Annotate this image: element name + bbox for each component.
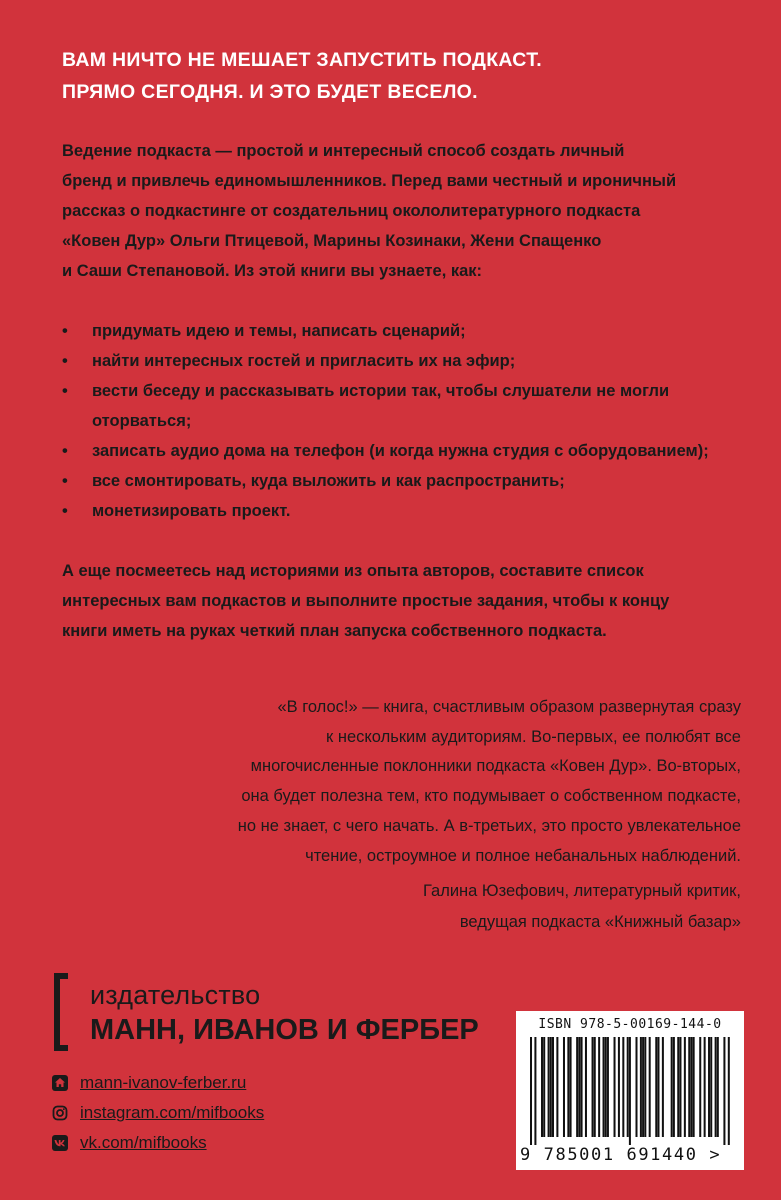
bullet-marker: • bbox=[62, 502, 68, 520]
bullet-marker: • bbox=[62, 472, 68, 490]
list-item bbox=[62, 316, 742, 346]
attribution-line: ведущая подкаста «Книжный базар» bbox=[459, 913, 741, 931]
barcode-bar bbox=[704, 1037, 706, 1137]
vk-link-text[interactable]: vk.com/mifbooks bbox=[80, 1133, 207, 1152]
publisher-links bbox=[52, 1068, 264, 1158]
list-item bbox=[62, 346, 742, 376]
barcode-bar bbox=[640, 1037, 642, 1137]
publisher-name: МАНН, ИВАНОВ И ФЕРБЕР bbox=[90, 1014, 479, 1046]
outro-line: интересных вам подкастов и выполните простые задания, чтобы к концу bbox=[62, 592, 670, 610]
barcode-bar bbox=[548, 1037, 550, 1137]
list-item-text: вести беседу и рассказывать истории так, чтобы слушатели не могли bbox=[92, 382, 670, 400]
outro-line: А еще посмеетесь над историями из опыта авторов, составите список bbox=[62, 562, 644, 580]
website-link[interactable] bbox=[52, 1068, 264, 1098]
barcode-digits: 9 785001 691440 > bbox=[520, 1145, 722, 1165]
list-item bbox=[62, 436, 742, 466]
outro-line: книги иметь на руках четкий план запуска собственного подкаста. bbox=[62, 622, 607, 640]
isbn-label: ISBN 978-5-00169-144-0 bbox=[538, 1017, 722, 1032]
barcode-bar bbox=[649, 1037, 651, 1137]
bullet-marker: • bbox=[62, 352, 68, 370]
quote-line: чтение, остроумное и полное небанальных наблюдений. bbox=[305, 846, 741, 865]
barcode-bar bbox=[655, 1037, 657, 1137]
vk-icon bbox=[52, 1135, 68, 1151]
barcode-bar bbox=[699, 1037, 701, 1137]
barcode-bar bbox=[723, 1037, 725, 1145]
barcode-bar bbox=[605, 1037, 607, 1137]
barcode-bar bbox=[642, 1037, 644, 1137]
review-quote bbox=[41, 693, 741, 871]
barcode-bar bbox=[662, 1037, 664, 1137]
headline-line: ВАМ НИЧТО НЕ МЕШАЕТ ЗАПУСТИТЬ ПОДКАСТ. bbox=[62, 49, 542, 71]
intro-line: и Саши Степановой. Из этой книги вы узнаете, как: bbox=[62, 262, 483, 280]
quote-line: к нескольким аудиториям. Во-первых, ее полюбят все bbox=[326, 727, 741, 746]
barcode-bar bbox=[570, 1037, 572, 1137]
list-item bbox=[62, 466, 742, 496]
list-item-text: придумать идею и темы, написать сценарий; bbox=[92, 322, 466, 340]
quote-attribution bbox=[141, 876, 741, 938]
bullet-marker: • bbox=[62, 442, 68, 460]
barcode-bar bbox=[679, 1037, 681, 1137]
barcode-bar bbox=[594, 1037, 596, 1137]
barcode-bar bbox=[710, 1037, 712, 1137]
barcode-bar bbox=[693, 1037, 695, 1137]
instagram-link-text[interactable]: instagram.com/mifbooks bbox=[80, 1103, 265, 1122]
quote-line: она будет полезна тем, кто подумывает о собственном подкасте, bbox=[241, 787, 741, 806]
barcode-bar bbox=[543, 1037, 545, 1137]
barcode-bar bbox=[644, 1037, 646, 1137]
barcode-bar bbox=[567, 1037, 569, 1137]
instagram-link[interactable] bbox=[52, 1098, 264, 1128]
barcode-bar bbox=[622, 1037, 624, 1137]
headline bbox=[62, 44, 742, 108]
intro-line: Ведение подкаста — простой и интересный способ создать личный bbox=[62, 142, 625, 160]
barcode-bar bbox=[690, 1037, 692, 1137]
intro-line: рассказ о подкастинге от создательниц окололитературного подкаста bbox=[62, 202, 641, 220]
intro-paragraph bbox=[62, 136, 742, 286]
barcode-bar bbox=[550, 1037, 552, 1137]
isbn-barcode bbox=[516, 1011, 744, 1170]
barcode-bar bbox=[618, 1037, 620, 1137]
barcode-bar bbox=[673, 1037, 675, 1137]
barcode-bar bbox=[671, 1037, 673, 1137]
list-item-text: найти интересных гостей и пригласить их на эфир; bbox=[92, 352, 516, 370]
list-item-text: все смонтировать, куда выложить и как распространить; bbox=[92, 472, 565, 490]
barcode-bar bbox=[581, 1037, 583, 1137]
barcode-bar bbox=[530, 1037, 532, 1145]
barcode-bars bbox=[530, 1037, 730, 1145]
publisher-bracket-logo bbox=[54, 973, 68, 1051]
barcode-bar bbox=[585, 1037, 587, 1137]
barcode-bar bbox=[728, 1037, 730, 1145]
list-item bbox=[62, 496, 742, 526]
barcode-bar bbox=[552, 1037, 554, 1137]
barcode-bar bbox=[592, 1037, 594, 1137]
barcode-bar bbox=[614, 1037, 616, 1137]
outro-paragraph bbox=[62, 556, 742, 646]
barcode-bar bbox=[635, 1037, 637, 1137]
bullet-list bbox=[62, 316, 742, 526]
intro-line: бренд и привлечь единомышленников. Перед вами честный и ироничный bbox=[62, 172, 677, 190]
barcode-bar bbox=[534, 1037, 536, 1145]
barcode-bar bbox=[684, 1037, 686, 1137]
intro-line: «Ковен Дур» Ольги Птицевой, Марины Козинаки, Жени Спащенко bbox=[62, 232, 602, 250]
instagram-icon bbox=[52, 1105, 68, 1121]
barcode-bar bbox=[627, 1037, 629, 1137]
barcode-bar bbox=[563, 1037, 565, 1137]
barcode-bar bbox=[657, 1037, 659, 1137]
barcode-bar bbox=[677, 1037, 679, 1137]
publisher-label: издательство bbox=[90, 980, 261, 1010]
quote-line: но не знает, с чего начать. А в-третьих, это просто увлекательное bbox=[237, 816, 741, 835]
quote-line: «В голос!» — книга, счастливым образом развернутая сразу bbox=[277, 698, 741, 716]
bullet-marker: • bbox=[62, 382, 68, 400]
list-item-text: оторваться; bbox=[92, 412, 192, 430]
home-icon bbox=[52, 1075, 68, 1091]
list-item bbox=[62, 376, 742, 436]
bullet-marker: • bbox=[62, 322, 68, 340]
barcode-bar bbox=[578, 1037, 580, 1137]
quote-line: многочисленные поклонники подкаста «Ковен Дур». Во-вторых, bbox=[250, 757, 741, 776]
barcode-bar bbox=[708, 1037, 710, 1137]
barcode-bar bbox=[688, 1037, 690, 1137]
barcode-bar bbox=[541, 1037, 543, 1137]
barcode-bar bbox=[715, 1037, 717, 1137]
barcode-bar bbox=[629, 1037, 631, 1145]
list-item-text: монетизировать проект. bbox=[92, 502, 291, 520]
barcode-bar bbox=[603, 1037, 605, 1137]
barcode-bar bbox=[598, 1037, 600, 1137]
headline-line: ПРЯМО СЕГОДНЯ. И ЭТО БУДЕТ ВЕСЕЛО. bbox=[62, 81, 478, 103]
barcode-bar bbox=[576, 1037, 578, 1137]
barcode-bar bbox=[717, 1037, 719, 1137]
barcode-bar bbox=[607, 1037, 609, 1137]
list-item-text: записать аудио дома на телефон (и когда нужна студия с оборудованием); bbox=[92, 442, 709, 460]
attribution-line: Галина Юзефович, литературный критик, bbox=[423, 882, 741, 900]
vk-link[interactable] bbox=[52, 1128, 264, 1158]
website-link-text[interactable]: mann-ivanov-ferber.ru bbox=[80, 1073, 247, 1092]
barcode-bar bbox=[556, 1037, 558, 1137]
